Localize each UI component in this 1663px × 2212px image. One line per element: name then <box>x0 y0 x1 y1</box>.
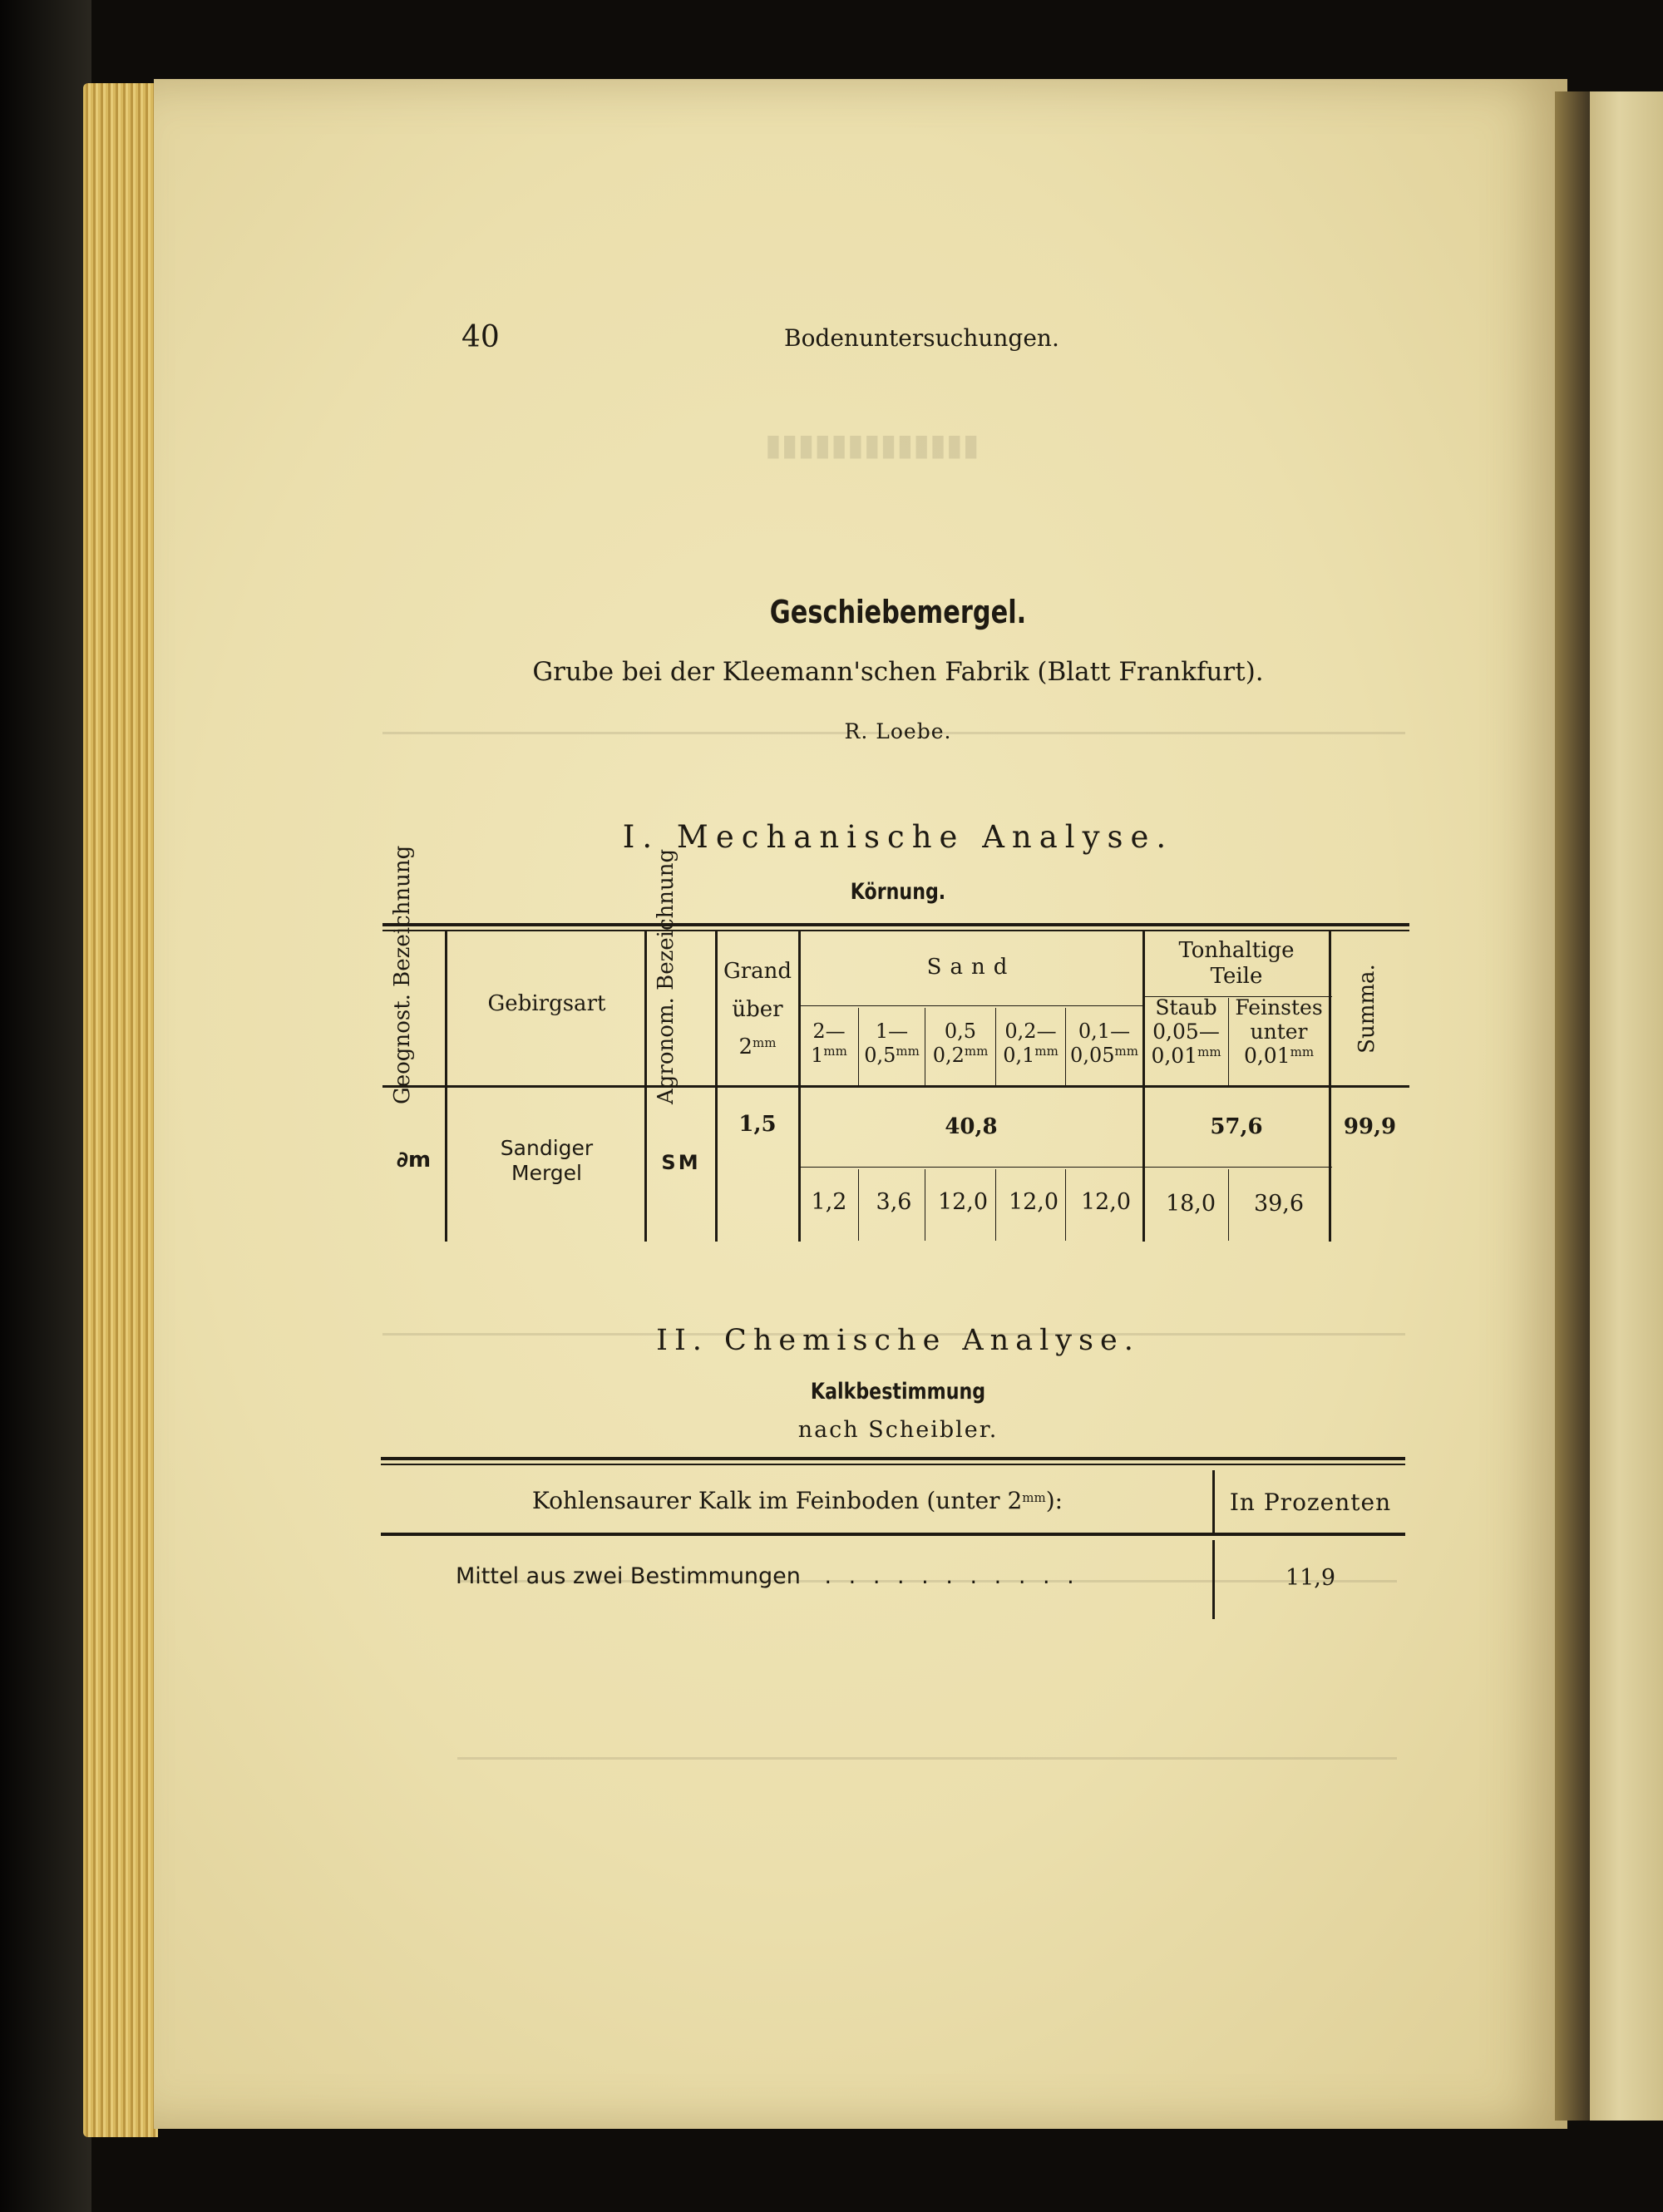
cell-sand-02-01: 12,0 <box>1008 1189 1059 1215</box>
bleed-through-text: ▮▮▮▮▮▮▮▮▮▮▮▮▮ <box>765 428 980 462</box>
col-header-sand-2-1: 2— $1^{mm}$ <box>811 1020 847 1067</box>
col-header-gebirgsart: Gebirgsart <box>487 991 606 1016</box>
page-title: Geschiebemergel. <box>769 594 1027 630</box>
cell-ton-total: 57,6 <box>1210 1114 1263 1139</box>
cell-sand-1-05: 3,6 <box>876 1189 912 1215</box>
bleed-through-table-lower <box>457 1580 1397 1760</box>
page-number: 40 <box>461 320 500 354</box>
book-cover-edge <box>0 0 91 2212</box>
col-header-sand: Sand <box>926 955 1016 980</box>
col-header-feinstes: Feinstes unter $0,01^{mm}$ <box>1235 995 1323 1068</box>
col-header-grand: Grand über $2^{mm}$ <box>723 959 792 1059</box>
col-header-tonhaltige: Tonhaltige Teile <box>1178 938 1295 990</box>
section-subheading-koernung: Körnung. <box>850 879 946 905</box>
cell-staub: 18,0 <box>1165 1191 1216 1217</box>
section-method: nach Scheibler. <box>797 1417 999 1443</box>
cell-sand-01-005: 12,0 <box>1080 1189 1132 1215</box>
cell-mittel-value: 11,9 <box>1285 1565 1336 1591</box>
book-gutter <box>1555 91 1592 2121</box>
facing-page-edge <box>1590 91 1663 2121</box>
author-line: R. Loebe. <box>844 719 952 743</box>
col-header-sand-02-01: 0,2— $0,1^{mm}$ <box>1003 1020 1058 1067</box>
section-subheading-kalk: Kalkbestimmung <box>810 1379 986 1405</box>
cell-feinstes: 39,6 <box>1253 1191 1305 1217</box>
col-header-sand-05-02: 0,5 $0,2^{mm}$ <box>932 1020 989 1067</box>
col-header-staub: Staub 0,05— $0,01^{mm}$ <box>1151 995 1221 1068</box>
page-subtitle: Grube bei der Kleemann'schen Fabrik (Blatt Frankfurt). <box>532 657 1264 687</box>
cell-grand: 1,5 <box>738 1112 777 1137</box>
col-header-sand-1-05: 1— $0,5^{mm}$ <box>864 1020 920 1067</box>
col-header-prozenten: In Prozenten <box>1229 1489 1392 1516</box>
page-edges <box>83 83 158 2137</box>
cell-sand-2-1: 1,2 <box>811 1189 847 1215</box>
section-heading-chemical: II. Chemische Analyse. <box>656 1324 1140 1357</box>
col-header-geognost: Geognost. Bezeichnung <box>390 845 415 1104</box>
col-header-sand-01-005: 0,1— $0,05^{mm}$ <box>1070 1020 1138 1067</box>
cell-sand-total: 40,8 <box>945 1114 998 1139</box>
cell-sand-05-02: 12,0 <box>937 1189 989 1215</box>
cell-agronom: SM <box>661 1151 701 1174</box>
section-heading-mechanical: I. Mechanische Analyse. <box>622 819 1174 855</box>
col-header-kohlensaurer-kalk: Kohlensaurer Kalk im Feinboden (unter $2^{mm}$): <box>531 1487 1063 1514</box>
cell-geognost: ∂m <box>396 1148 432 1173</box>
cell-summa: 99,9 <box>1343 1114 1397 1139</box>
row-label-mittel: Mittel aus zwei Bestimmungen . . . . . . . . . . . <box>456 1563 1079 1589</box>
col-header-summa: Summa. <box>1355 964 1379 1054</box>
cell-gebirgsart: Sandiger Mergel <box>500 1136 594 1185</box>
col-header-agronom: Agronom. Bezeichnung <box>654 848 679 1104</box>
running-head: Bodenuntersuchungen. <box>784 324 1059 352</box>
